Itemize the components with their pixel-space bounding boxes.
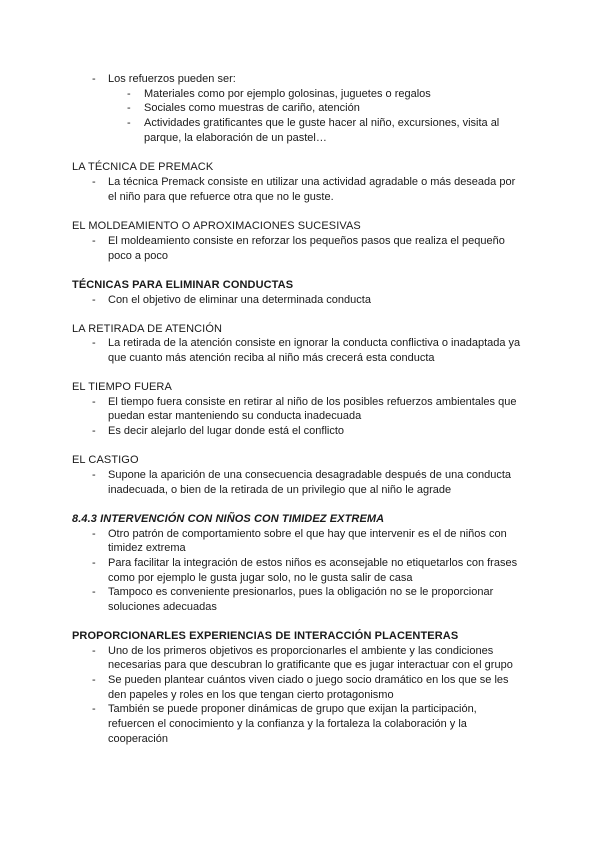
body-line: Otro patrón de comportamiento sobre el que hay que intervenir es el de niños con <box>108 528 507 540</box>
bullet-dash: - <box>92 294 96 306</box>
section-title: TÉCNICAS PARA ELIMINAR CONDUCTAS <box>72 279 294 291</box>
body-line: el niño para que refuerce otra que no le guste. <box>108 191 334 203</box>
bullet-dash: - <box>92 425 96 437</box>
body-line: puedan estar manteniendo su conducta inadecuada <box>108 410 362 422</box>
bullet-dash: - <box>92 528 96 540</box>
body-line: como por ejemplo le gusta jugar solo, no le gusta salir de casa <box>108 572 413 584</box>
body-line: Uno de los primeros objetivos es proporcionarles el ambiente y las condiciones <box>108 645 494 657</box>
bullet-dash: - <box>92 235 96 247</box>
body-line: refuercen el conocimiento y la confianza y la fortaleza la colaboración y la <box>108 718 467 730</box>
bullet-dash: - <box>92 586 96 598</box>
intro-bullet: Los refuerzos pueden ser: <box>108 73 236 85</box>
body-line: El tiempo fuera consiste en retirar al niño de los posibles refuerzos ambientales que <box>108 396 517 408</box>
body-line: La técnica Premack consiste en utilizar una actividad agradable o más deseada por <box>108 176 516 188</box>
section-title: PROPORCIONARLES EXPERIENCIAS DE INTERACCIÓN PLACENTERAS <box>72 630 459 642</box>
body-line: den papeles y roles en los que tengan cierto protagonismo <box>108 689 394 701</box>
body-line: necesarias para que descubran lo gratificante que es jugar interactuar con el grupo <box>108 659 513 671</box>
bullet-dash: - <box>92 73 96 85</box>
body-line: que cuanto más atención reciba al niño más crecerá esta conducta <box>108 352 435 364</box>
body-line: Se pueden plantear cuántos viven ciado o juego socio dramático en los que se les <box>108 674 509 686</box>
body-line: La retirada de la atención consiste en ignorar la conducta conflictiva o inadaptada ya <box>108 337 521 349</box>
body-line: cooperación <box>108 733 168 745</box>
bullet-dash: - <box>127 88 131 100</box>
bullet-dash: - <box>92 469 96 481</box>
bullet-dash: - <box>92 703 96 715</box>
section-title: EL TIEMPO FUERA <box>72 381 172 393</box>
bullet-dash: - <box>92 557 96 569</box>
section-title: EL CASTIGO <box>72 454 139 466</box>
intro-sub-item: Materiales como por ejemplo golosinas, juguetes o regalos <box>144 88 431 100</box>
bullet-dash: - <box>92 645 96 657</box>
bullet-dash: - <box>92 176 96 188</box>
intro-sub-item: Sociales como muestras de cariño, atención <box>144 102 360 114</box>
intro-sub-item-cont: parque, la elaboración de un pastel… <box>144 132 327 144</box>
intro-sub-item: Actividades gratificantes que le guste hacer al niño, excursiones, visita al <box>144 117 500 129</box>
section-title: 8.4.3 INTERVENCIÓN CON NIÑOS CON TIMIDEZ EXTREMA <box>72 513 385 525</box>
body-line: Supone la aparición de una consecuencia desagradable después de una conducta <box>108 469 512 481</box>
body-line: poco a poco <box>108 250 168 262</box>
body-line: Tampoco es conveniente presionarlos, pues la obligación no se le proporcionar <box>108 586 494 598</box>
body-line: También se puede proponer dinámicas de grupo que exijan la participación, <box>108 703 477 715</box>
body-line: timidez extrema <box>108 542 186 554</box>
body-line: Es decir alejarlo del lugar donde está el conflicto <box>108 425 345 437</box>
bullet-dash: - <box>92 337 96 349</box>
body-line: Con el objetivo de eliminar una determinada conducta <box>108 294 371 306</box>
section-title: LA RETIRADA DE ATENCIÓN <box>72 323 223 335</box>
section-title: LA TÉCNICA DE PREMACK <box>72 161 214 173</box>
body-line: soluciones adecuadas <box>108 601 217 613</box>
body-line: inadecuada, o bien de la retirada de un privilegio que al niño le agrade <box>108 484 452 496</box>
bullet-dash: - <box>92 396 96 408</box>
body-line: Para facilitar la integración de estos niños es aconsejable no etiquetarlos con frases <box>108 557 518 569</box>
body-line: El moldeamiento consiste en reforzar los pequeños pasos que realiza el pequeño <box>108 235 505 247</box>
bullet-dash: - <box>127 117 131 129</box>
bullet-dash: - <box>92 674 96 686</box>
section-title: EL MOLDEAMIENTO O APROXIMACIONES SUCESIVAS <box>72 220 361 232</box>
bullet-dash: - <box>127 102 131 114</box>
